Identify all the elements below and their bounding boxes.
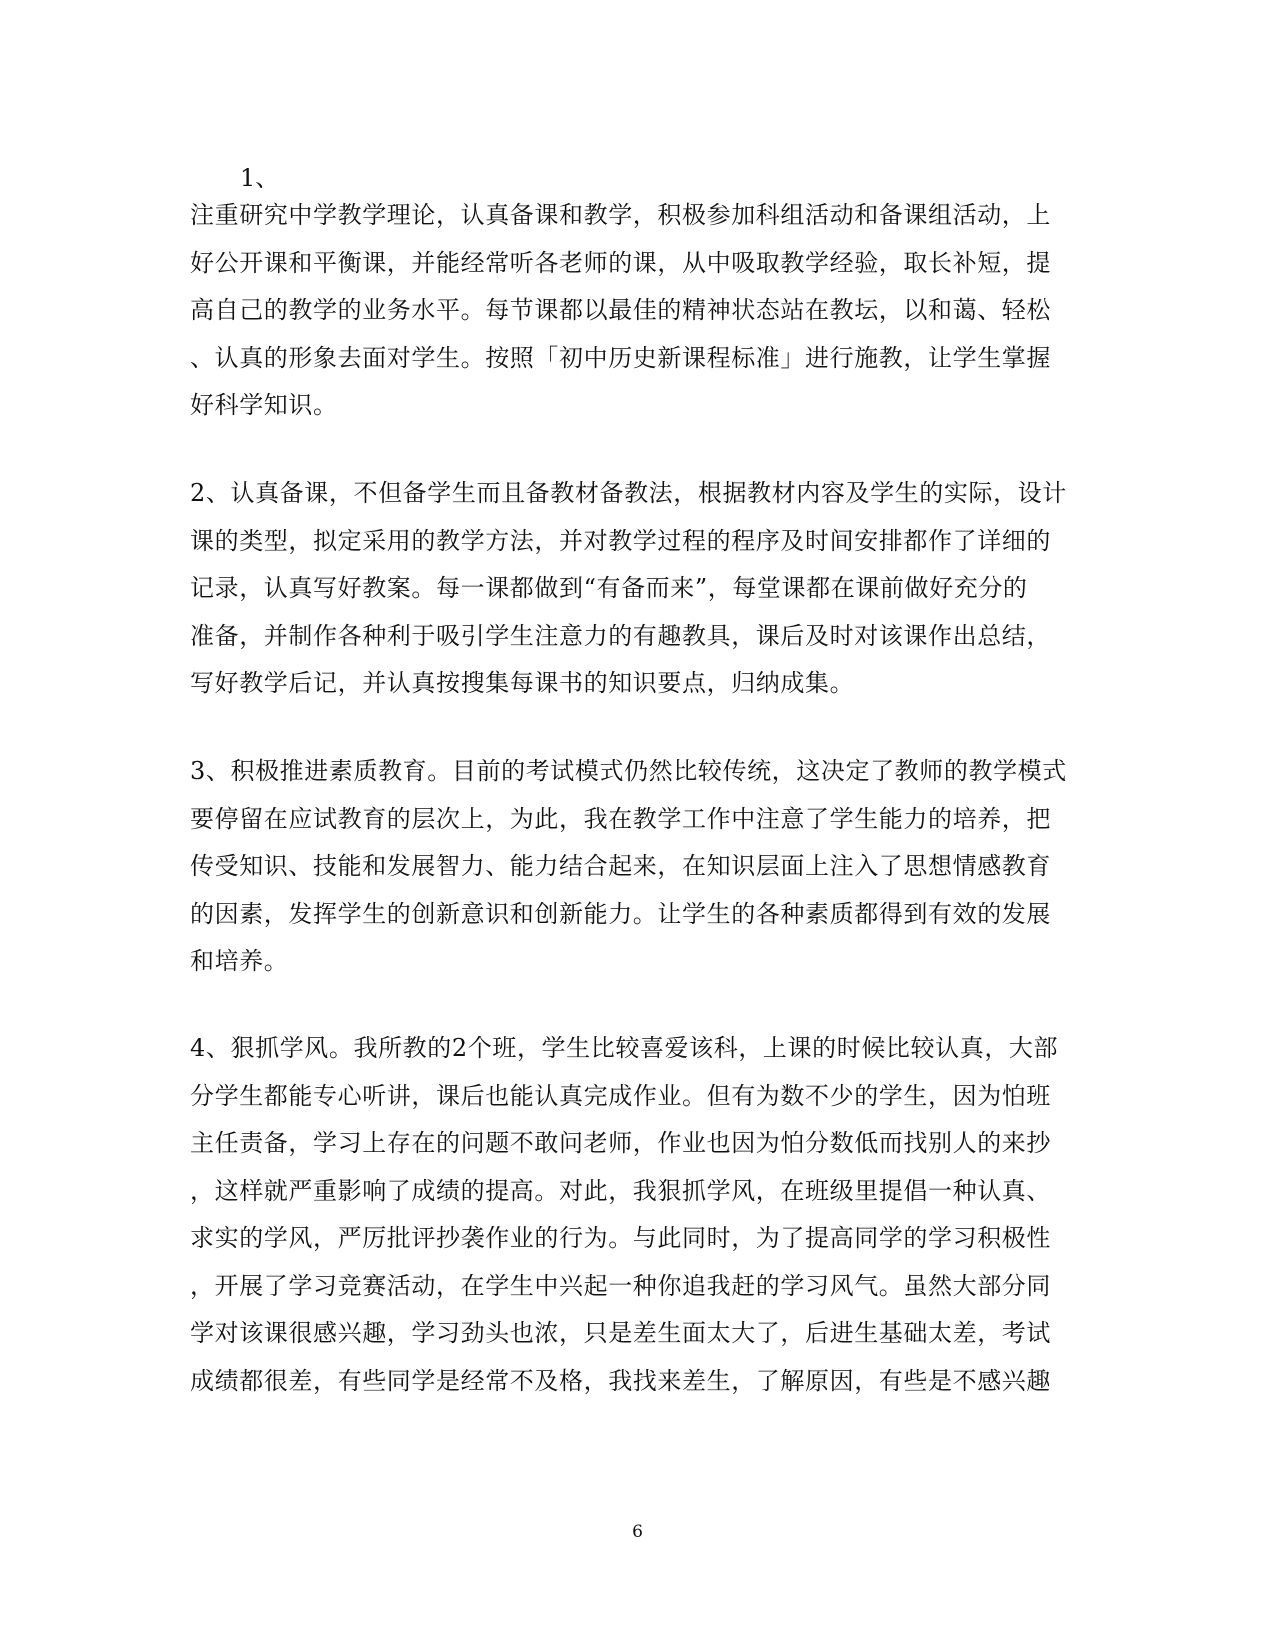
paragraph-line: ，这样就严重影响了成绩的提高。对此，我狠抓学风，在班级里提倡一种认真、 <box>190 1176 1051 1205</box>
paragraph-line: 成绩都很差，有些同学是经常不及格，我找来差生，了解原因，有些是不感兴趣 <box>190 1366 1051 1395</box>
paragraph-line: 传受知识、技能和发展智力、能力结合起来，在知识层面上注入了思想情感教育 <box>190 852 1051 880</box>
paragraph-1-number: 1、 <box>240 164 280 192</box>
paragraph-1 <box>190 192 1070 430</box>
paragraph-line: 高自己的教学的业务水平。每节课都以最佳的精神状态站在教坛，以和蔼、轻松 <box>190 296 1051 324</box>
paragraph-3 <box>190 748 1070 986</box>
paragraph-line: ，开展了学习竞赛活动，在学生中兴起一种你追我赶的学习风气。虽然大部分同 <box>190 1271 1051 1300</box>
paragraph-line: 、认真的形象去面对学生。按照「初中历史新课程标准」进行施教，让学生掌握 <box>190 343 1051 372</box>
paragraph-line: 2、认真备课，不但备学生而且备教材备教法，根据教材内容及学生的实际，设计 <box>190 479 1067 507</box>
paragraph-line: 和培养。 <box>190 947 289 975</box>
paragraph-line: 主任责备，学习上存在的问题不敢问老师，作业也因为怕分数低而找别人的来抄 <box>190 1129 1051 1157</box>
paragraph-line: 写好教学后记，并认真按搜集每课书的知识要点，归纳成集。 <box>190 669 855 697</box>
paragraph-line: 好科学知识。 <box>190 391 338 419</box>
paragraph-line: 要停留在应试教育的层次上，为此，我在教学工作中注意了学生能力的培养，把 <box>190 804 1051 833</box>
paragraph-line: 学对该课很感兴趣，学习劲头也浓，只是差生面太大了，后进生基础太差，考试 <box>190 1319 1051 1347</box>
paragraph-line: 求实的学风，严厉批评抄袭作业的行为。与此同时，为了提高同学的学习积极性 <box>190 1224 1051 1252</box>
paragraph-line: 3、积极推进素质教育。目前的考试模式仍然比较传统，这决定了教师的教学模式 <box>190 757 1067 785</box>
paragraph-line: 记录，认真写好教案。每一课都做到“有备而来”，每堂课都在课前做好充分的 <box>190 574 1028 602</box>
paragraph-line: 课的类型，拟定采用的教学方法，并对教学过程的程序及时间安排都作了详细的 <box>190 526 1051 555</box>
page-number: 6 <box>632 1522 643 1542</box>
paragraph-line: 分学生都能专心听讲，课后也能认真完成作业。但有为数不少的学生，因为怕班 <box>190 1081 1051 1110</box>
paragraph-2 <box>190 470 1070 708</box>
paragraph-line: 注重研究中学教学理论，认真备课和教学，积极参加科组活动和备课组活动，上 <box>190 201 1051 229</box>
paragraph-line: 的因素，发挥学生的创新意识和创新能力。让学生的各种素质都得到有效的发展 <box>190 899 1051 928</box>
paragraph-line: 4、狠抓学风。我所教的2个班，学生比较喜爱该科，上课的时候比较认真，大部 <box>190 1034 1059 1062</box>
paragraph-line: 好公开课和平衡课，并能经常听各老师的课，从中吸取教学经验，取长补短，提 <box>190 248 1051 277</box>
paragraph-4 <box>190 1025 1070 1405</box>
paragraph-line: 准备，并制作各种利于吸引学生注意力的有趣教具，课后及时对该课作出总结， <box>190 621 1051 650</box>
